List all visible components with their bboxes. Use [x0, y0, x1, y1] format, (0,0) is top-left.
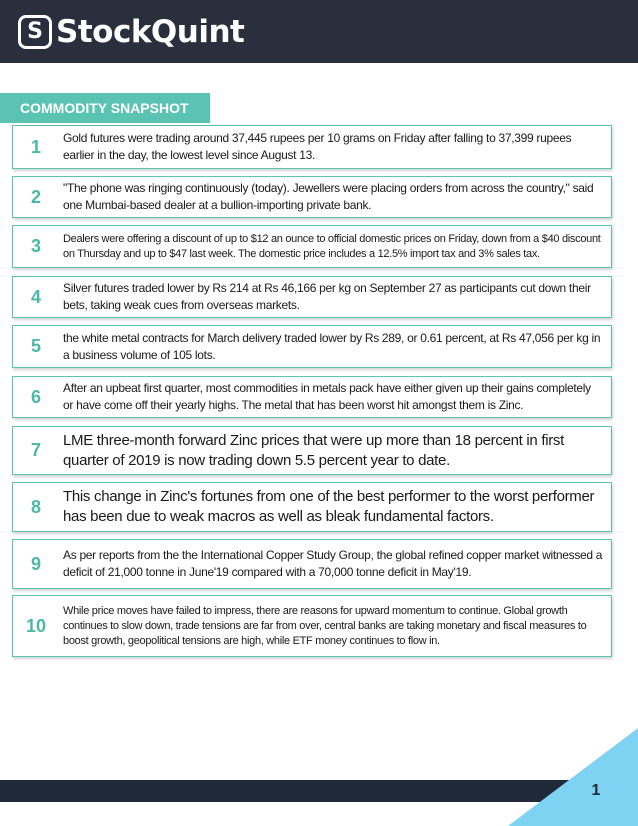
- item-text: Dealers were offering a discount of up to $12 an ounce to official domestic prices on Friday, down from a $40 discount on Thursday and up to $47 last week. The domestic price includes a 12.5% import tax and 3% sales tax.: [63, 232, 601, 260]
- item-text: After an upbeat first quarter, most commodities in metals pack have either given up their gains completely or have come off their yearly highs. The metal that has been worst hit amongst them is Zinc.: [63, 381, 591, 412]
- item-text: This change in Zinc's fortunes from one of the best performer to the worst performer has been due to weak macros as well as bleak fundamental factors.: [63, 488, 595, 525]
- item-number: 1: [30, 136, 41, 157]
- item-number: 3: [30, 236, 41, 256]
- item-number: 4: [30, 286, 41, 307]
- item-number: 9: [30, 553, 41, 574]
- item-text: As per reports from the the International Copper Study Group, the global refined copper market witnessed a deficit of 21,000 tonne in June'19 compared with a 70,000 tonne deficit in May'19.: [63, 548, 603, 579]
- item-text: Gold futures were trading around 37,445 rupees per 10 grams on Friday after falling to 37,399 rupees earlier in the day, the lowest level since August 13.: [63, 131, 572, 162]
- item-number: 8: [30, 496, 41, 517]
- item-text: "The phone was ringing continuously (today). Jewellers were placing orders from across the country," said one Mumbai-based dealer at a bullion-importing private bank.: [63, 181, 594, 212]
- brand-mark-letter: S: [27, 19, 43, 44]
- item-number: 6: [30, 386, 41, 407]
- item-number: 2: [30, 186, 41, 207]
- section-title: COMMODITY SNAPSHOT: [0, 93, 210, 123]
- page-number: 1: [591, 782, 601, 799]
- item-text: the white metal contracts for March delivery traded lower by Rs 289, or 0.61 percent, at Rs 47,056 per kg in a business volume of 105 lots.: [63, 330, 601, 362]
- item-number: 7: [30, 440, 41, 460]
- item-text: Silver futures traded lower by Rs 214 at Rs 46,166 per kg on September 27 as participants cut down their bets, taking weak cues from overseas markets.: [63, 281, 591, 312]
- item-number: 10: [25, 615, 47, 636]
- item-number: 5: [30, 336, 41, 356]
- brand-name: StockQuint: [56, 14, 245, 50]
- item-text: While price moves have failed to impress, there are reasons for upward momentum to continue. Global growth continues to slow down, trade tensions are far from over, central banks are taking monetary and fiscal measures to boost growth, geopolitical tensions are high, while ETF money continues to flow in.: [63, 604, 587, 647]
- item-text: LME three-month forward Zinc prices that were up more than 18 percent in first quarter of 2019 is now trading down 5.5 percent year to date.: [63, 431, 565, 469]
